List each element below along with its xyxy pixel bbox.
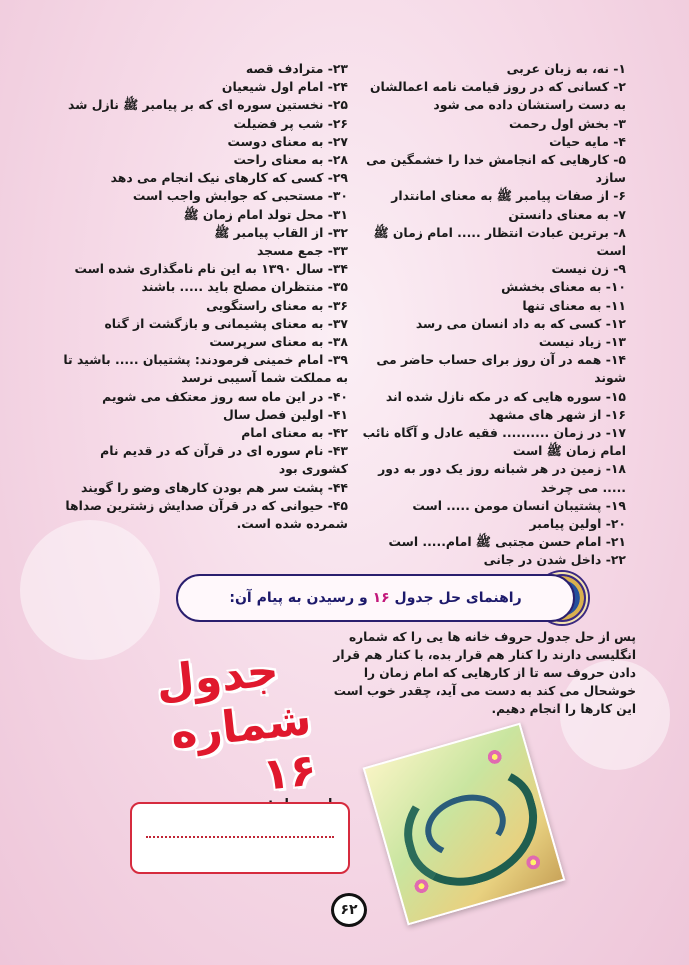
guide-title-number: ۱۶ <box>372 590 390 606</box>
guide-title-after: و رسیدن به پیام آن: <box>229 590 368 606</box>
flower-icon <box>523 852 543 872</box>
table-title-word2: شماره ۱۶ <box>168 693 319 801</box>
clue-item: ۱۴- همه در آن روز برای حساب حاضر می شوند <box>376 352 626 386</box>
clue-item: ۳۶- به معنای راستگویی <box>206 297 348 313</box>
clue-item: ۲۱- امام حسن مجتبی ﷺ امام..... است <box>388 534 626 550</box>
calligraphy-poster-image <box>363 723 566 926</box>
guide-title-before: راهنمای حل جدول <box>394 590 522 606</box>
clue-item: ۳- بخش اول رحمت <box>509 115 626 131</box>
instructions-paragraph: پس از حل جدول حروف خانه ها یی را که شماره انگلیسی دارند را کنار هم قرار بده، با کنار هم قرار دادن حروف سه تا از کارهایی که امام زمان را خوشحال می کند به دست می آید، چقدر خوب است این کارها را انجام دهیم. <box>333 630 636 716</box>
clue-item: ۲۶- شب پر فضیلت <box>233 115 348 131</box>
clue-item: ۳۲- از القاب پیامبر ﷺ <box>214 224 348 240</box>
flower-icon <box>485 747 505 767</box>
clue-item: ۱۳- زیاد نیست <box>538 334 626 350</box>
guide-banner <box>176 574 575 622</box>
clue-item: ۱۲- کسی که به داد انسان می رسد <box>415 315 626 331</box>
clue-item: ۴۳- نام سوره ای در قرآن که در قدیم نام کشوری بود <box>100 443 348 477</box>
clue-item: ۶- از صفات پیامبر ﷺ به معنای امانتدار <box>391 188 626 204</box>
guide-title <box>229 590 521 606</box>
clue-item: ۴- مایه حیات <box>549 133 626 149</box>
clue-item: ۲- کسانی که در روز قیامت نامه اعمالشان به دست راستشان داده می شود <box>369 79 626 113</box>
clue-item: ۵- کارهایی که انجامش خدا را خشمگین می سازد <box>366 152 626 186</box>
clue-item: ۲۳- مترادف قصه <box>245 61 348 76</box>
clue-item: ۴۲- به معنای امام <box>241 425 348 441</box>
page-number: ۶۲ <box>331 893 367 927</box>
clue-item: ۳۵- منتظران مصلح باید ..... باشند <box>141 279 348 295</box>
clue-item: ۲۸- به معنای راحت <box>233 152 348 168</box>
clue-item: ۳۸- به معنای سرپرست <box>209 334 348 350</box>
clue-item: ۳۱- محل تولد امام زمان ﷺ <box>183 206 348 222</box>
message-answer-line <box>146 836 334 838</box>
clue-item: ۴۴- پشت سر هم بودن کارهای وضو را گویند <box>81 479 348 495</box>
clue-item: ۹- زن نیست <box>551 261 626 277</box>
clue-item: ۷- به معنای دانستن <box>508 206 626 222</box>
clue-item: ۳۷- به معنای پشیمانی و بازگشت از گناه <box>104 315 348 331</box>
clue-item: ۴۱- اولین فصل سال <box>222 406 348 422</box>
clue-item: ۲۴- امام اول شیعیان <box>221 79 348 95</box>
clue-item: ۲۹- کسی که کارهای نیک انجام می دهد <box>110 170 348 186</box>
clue-item: ۲۷- به معنای دوست <box>227 133 348 149</box>
clue-item: ۲۰- اولین پیامبر <box>529 516 626 532</box>
clue-item: ۱۵- سوره هایی که در مکه نازل شده اند <box>385 388 626 404</box>
background-bubble <box>20 520 160 660</box>
clues-column-left <box>62 60 348 533</box>
clue-item: ۳۴- سال ۱۳۹۰ به این نام نامگذاری شده است <box>74 261 348 277</box>
clue-item: ۳۰- مستحبی که جوابش واجب است <box>132 188 348 204</box>
flower-icon <box>412 876 432 896</box>
clue-item: ۱۷- در زمان .......... فقیه عادل و آگاه نائب امام زمان ﷺ است <box>362 425 626 459</box>
clue-item: ۱۱- به معنای تنها <box>522 297 626 313</box>
clue-item: ۸- برترین عبادت انتظار ..... امام زمان ﷺ است <box>373 224 626 259</box>
clue-item: ۴۵- حیوانی که در قرآن صدایش زشترین صداها شمرده شده است. <box>65 497 348 532</box>
clue-item: ۲۲- داخل شدن در جانی <box>483 552 626 568</box>
clue-item: ۱۰- به معنای بخشش <box>501 279 626 295</box>
message-answer-box[interactable] <box>130 802 350 874</box>
clue-item: ۴۰- در این ماه سه روز معتکف می شویم <box>102 388 348 404</box>
table-title <box>144 642 319 801</box>
clue-item: ۳۹- امام خمینی فرمودند: پشتیبان ..... باشید تا به مملکت شما آسیبی نرسد <box>63 352 348 386</box>
clue-item: ۱۶- از شهر های مشهد <box>488 406 626 422</box>
clues-column-right <box>356 60 626 570</box>
clue-item: ۱۸- زمین در هر شبانه روز یک دور به دور ..... می چرخد <box>378 461 626 495</box>
clue-item: ۱- نه، به زبان عربی <box>506 61 626 76</box>
clue-item: ۱۹- پشتیبان انسان مومن ..... است <box>412 497 626 513</box>
clue-item: ۳۳- جمع مسجد <box>257 243 348 259</box>
clue-item: ۲۵- نخستین سوره ای که بر پیامبر ﷺ نازل شد <box>68 97 348 113</box>
table-title-word1: جدول <box>153 644 281 709</box>
